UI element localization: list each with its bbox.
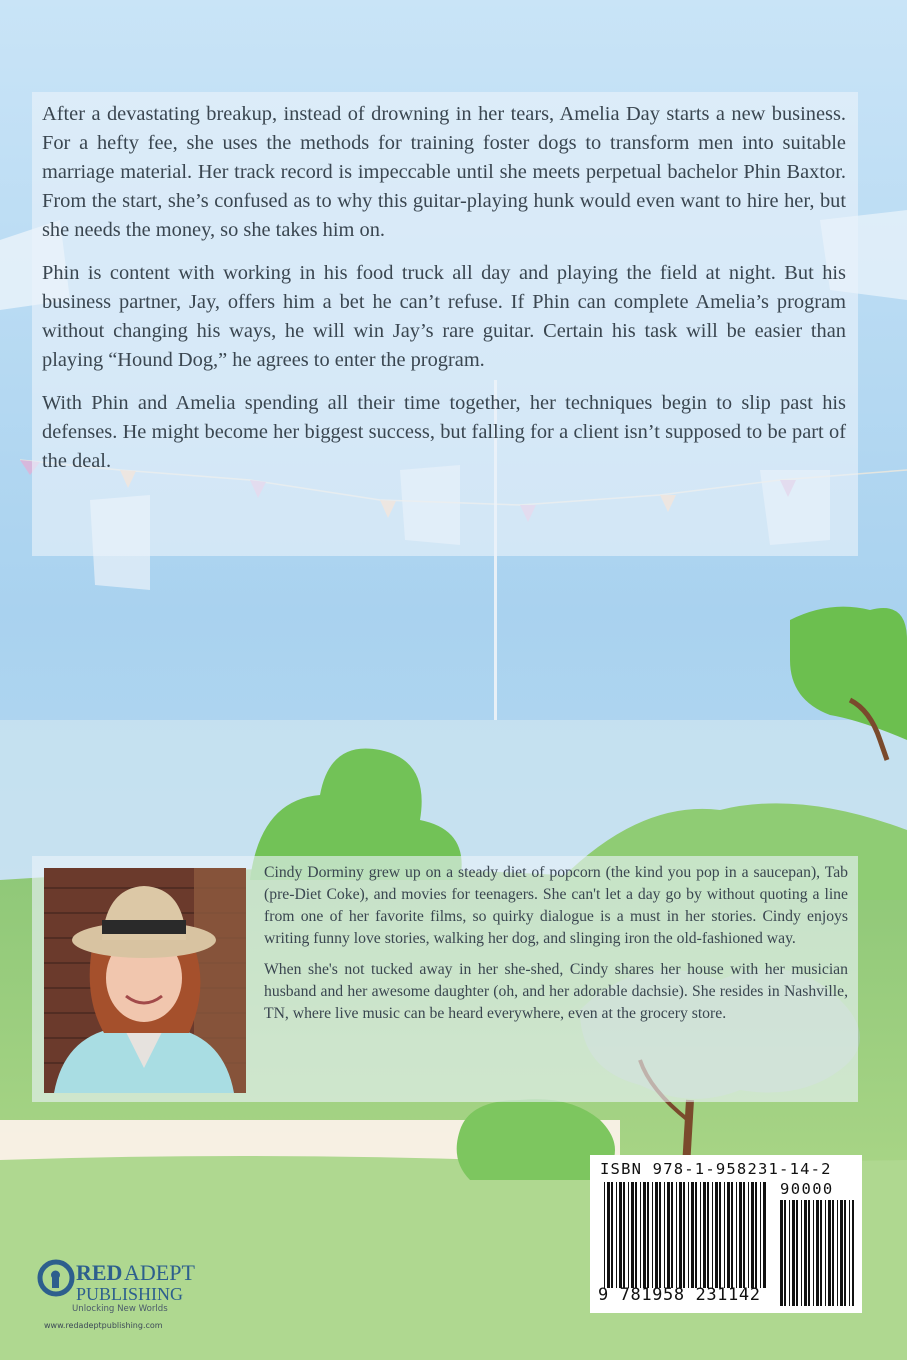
barcode-bar <box>667 1182 670 1288</box>
barcode-bar <box>751 1182 754 1288</box>
barcode-bar <box>695 1182 697 1288</box>
barcode-bar <box>837 1200 838 1306</box>
barcode-bar <box>792 1200 795 1306</box>
barcode-addon-bars <box>780 1200 854 1306</box>
svg-text:RED: RED <box>76 1260 123 1285</box>
barcode-bar <box>604 1182 605 1288</box>
barcode-bar <box>715 1182 718 1288</box>
barcode-bar <box>784 1200 786 1306</box>
barcode-bar <box>623 1182 625 1288</box>
barcode-digits: 9 781958 231142 <box>598 1285 761 1305</box>
barcode-bar <box>724 1182 725 1288</box>
author-bio <box>264 862 848 1034</box>
barcode-bar <box>671 1182 673 1288</box>
publisher-tagline: Unlocking New Worlds <box>72 1304 168 1314</box>
barcode-bar <box>840 1200 843 1306</box>
bio-paragraph: Cindy Dorminy grew up on a steady diet of popcorn (the kind you pop in a saucepan), Tab (pre-Diet Coke), and movies for teenagers. She can't let a day go by without quoting a line from one of her favorite films, so quirky dialogue is a must in her stories. Cindy enjoys writing funny love stories, walking her dog, and slinging iron the old-fashioned way. <box>264 864 848 947</box>
publisher-url[interactable]: www.redadeptpublishing.com <box>44 1321 163 1330</box>
barcode-bar <box>679 1182 682 1288</box>
barcode-bar <box>852 1200 854 1306</box>
barcode-bar <box>820 1200 822 1306</box>
barcode-bar <box>659 1182 661 1288</box>
barcode-bar <box>628 1182 629 1288</box>
barcode-bar <box>643 1182 646 1288</box>
barcode-bar <box>808 1200 810 1306</box>
barcode-bar <box>640 1182 641 1288</box>
barcode-bar <box>712 1182 713 1288</box>
isbn-label: ISBN 978-1-958231-14-2 <box>600 1160 832 1178</box>
barcode-bar <box>707 1182 709 1288</box>
barcode-bar <box>760 1182 761 1288</box>
barcode-bar <box>816 1200 819 1306</box>
blurb-paragraph: Phin is content with working in his food truck all day and playing the field at night. But his business partner, Jay, offers him a bet he can’t refuse. If Phin can complete Amelia’s program without changing his ways, he will win Jay’s rare guitar. Certain his task will be easier than playing “Hound Dog,” he agrees to enter the program. <box>42 262 846 371</box>
barcode-bar <box>647 1182 649 1288</box>
barcode-bar <box>616 1182 617 1288</box>
barcode-bar <box>700 1182 701 1288</box>
barcode-bar <box>655 1182 658 1288</box>
barcode-bar <box>844 1200 846 1306</box>
barcode-bar <box>731 1182 733 1288</box>
barcode-bar <box>828 1200 831 1306</box>
barcode-bar <box>635 1182 637 1288</box>
barcode-bar <box>763 1182 766 1288</box>
barcode-bar <box>849 1200 850 1306</box>
barcode-bar <box>619 1182 622 1288</box>
barcode-bar <box>607 1182 610 1288</box>
barcode-bar <box>676 1182 677 1288</box>
barcode-bar <box>755 1182 757 1288</box>
barcode-bar <box>832 1200 834 1306</box>
book-blurb <box>42 100 846 490</box>
barcode-bar <box>719 1182 721 1288</box>
barcode-bar <box>703 1182 706 1288</box>
barcode-bar <box>683 1182 685 1288</box>
barcode-bar <box>739 1182 742 1288</box>
blurb-paragraph: After a devastating breakup, instead of drowning in her tears, Amelia Day starts a new business. For a hefty fee, she uses the methods for training foster dogs to transform men into suitable marriage material. Her track record is impeccable until she meets perpetual bachelor Phin Baxtor. From the start, she’s confused as to why this guitar-playing hunk would even want to hire her, but she needs the money, so she takes him on. <box>42 103 846 241</box>
barcode-bar <box>631 1182 634 1288</box>
blurb-paragraph: With Phin and Amelia spending all their time together, her techniques begin to slip past his defenses. He might become her biggest success, but falling for a client isn’t supposed to be part of the deal. <box>42 392 846 472</box>
barcode-bar <box>780 1200 783 1306</box>
svg-text:PUBLISHING: PUBLISHING <box>76 1284 184 1304</box>
barcode-bar <box>688 1182 689 1288</box>
barcode-bar <box>801 1200 802 1306</box>
barcode-bar <box>664 1182 665 1288</box>
barcode-bar <box>789 1200 790 1306</box>
barcode-bar <box>652 1182 653 1288</box>
barcode-bar <box>825 1200 826 1306</box>
barcode-bar <box>691 1182 694 1288</box>
barcode-bar <box>804 1200 807 1306</box>
barcode-bar <box>813 1200 814 1306</box>
barcode-bar <box>727 1182 730 1288</box>
price-code: 90000 <box>780 1180 834 1198</box>
barcode-bar <box>611 1182 613 1288</box>
barcode-bar <box>736 1182 737 1288</box>
author-photo <box>44 868 246 1093</box>
barcode-bars <box>604 1182 766 1288</box>
barcode-bar <box>748 1182 749 1288</box>
barcode-bar <box>796 1200 798 1306</box>
barcode-bar <box>743 1182 745 1288</box>
bio-paragraph: When she's not tucked away in her she-shed, Cindy shares her house with her musician husband and her awesome daughter (oh, and her adorable dachsie). She resides in Nashville, TN, where live music can be heard everywhere, even at the grocery store. <box>264 961 848 1022</box>
svg-text:ADEPT: ADEPT <box>124 1260 195 1285</box>
